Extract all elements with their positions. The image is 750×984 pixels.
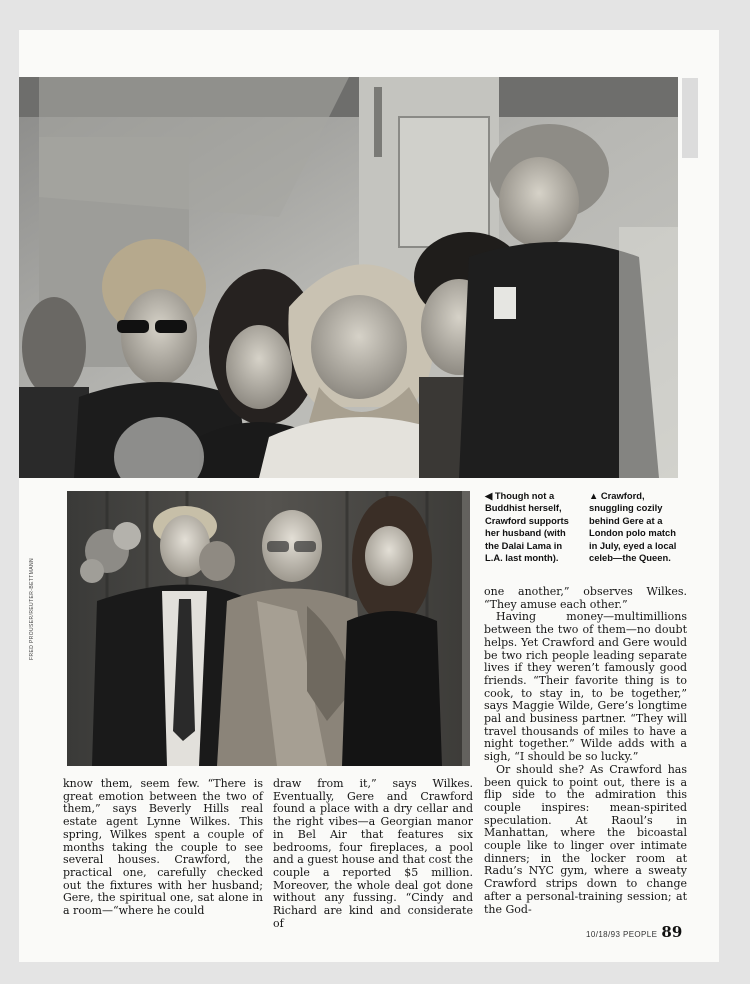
paragraph: one another,” observes Wilkes. “They amuse each other.” — [484, 585, 687, 611]
paragraph: draw from it,” says Wilkes. Eventually, Gere and Crawford found a place with a dry cellar and the right vibes—a Georgian manor in Bel Air that features six bedrooms, four fireplaces, a pool and a guest house and that cost the couple a reported $5 million. Moreover, the whole deal got done without any fussing. “Cindy and Richard are kind and considerate of — [273, 777, 473, 930]
article-column-3 — [484, 586, 687, 916]
issue-label: 10/18/93 PEOPLE — [586, 930, 658, 939]
magazine-page — [19, 30, 719, 962]
side-tab — [682, 78, 698, 158]
top-photo — [19, 77, 678, 478]
bottom-photo-image — [67, 491, 470, 766]
bottom-photo — [67, 491, 470, 766]
photo-credit: FRED PROUSER/REUTER-BETTMANN — [29, 557, 35, 660]
paragraph: know them, seem few. “There is great emotion between the two of them,” says Beverly Hills real estate agent Lynne Wilkes. This spring, Wilkes spent a couple of months taking the couple to see several houses. Crawford, the practical one, carefully checked out the fixtures with her husband; Gere, the spiritual one, sat alone in a room—“where he could — [63, 777, 263, 918]
page-footer — [586, 923, 682, 941]
top-photo-image — [19, 77, 678, 478]
caption-left: ◀ Though not a Buddhist herself, Crawford supports her husband (with the Dalai Lama in L.A. last month). — [485, 490, 569, 564]
page-number: 89 — [661, 923, 683, 941]
article-column-2 — [273, 778, 473, 930]
caption-right: ▲ Crawford, snuggling cozily behind Gere at a London polo match in July, eyed a local celeb—the Queen. — [589, 490, 677, 564]
article-column-1 — [63, 778, 263, 918]
paragraph: Having money—multimillions between the two of them—no doubt helps. Yet Crawford and Gere would be two rich people leading separate lives if they weren’t famously good friends. “Their favorite thing is to cook, to stay in, to be together,” says Maggie Wilde, Gere’s longtime pal and business partner. “They will travel thousands of miles to have a night together.” Wilde adds with a sigh, “I should be so lucky.” — [484, 610, 687, 764]
paragraph: Or should she? As Crawford has been quick to point out, there is a flip side to the admiration this couple inspires: mean-spirited speculation. At Raoul’s in Manhattan, where the bicoastal couple like to linger over intimate dinners; in the locker room at Radu’s NYC gym, where a sweaty Crawford strips down to change after a personal-training session; at the God- — [484, 762, 687, 916]
